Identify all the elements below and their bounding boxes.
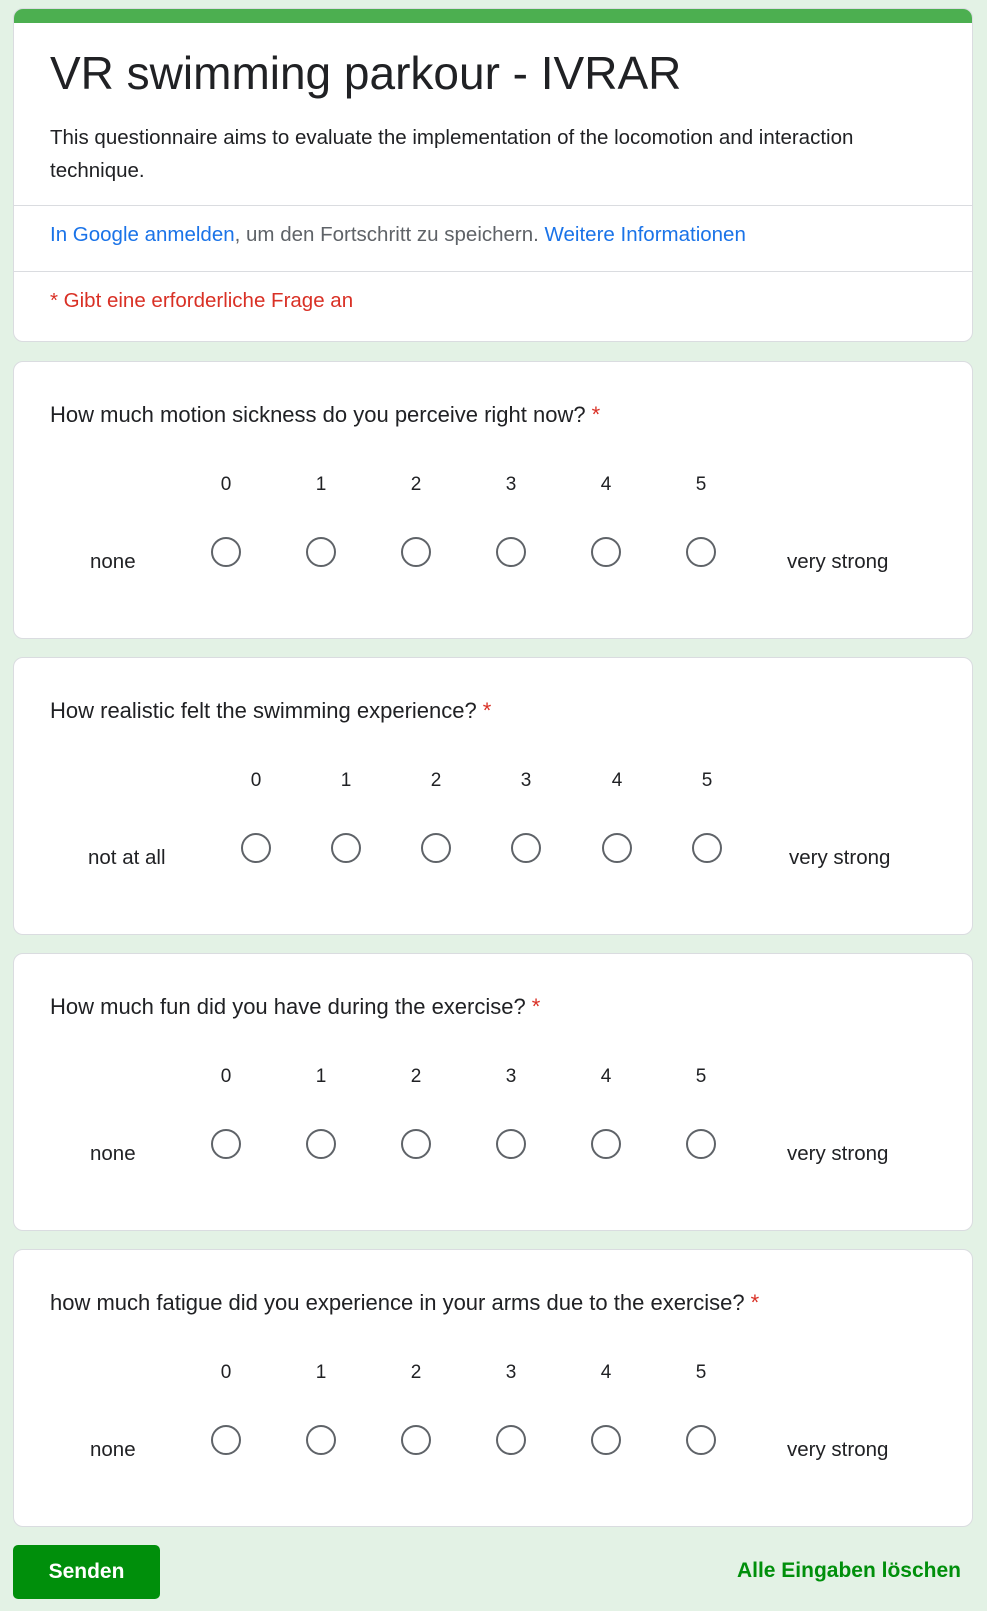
scale-number: 2 [410, 1362, 422, 1383]
scale-number: 4 [600, 1362, 612, 1383]
scale-number: 1 [315, 1066, 327, 1087]
scale-number: 4 [611, 770, 623, 791]
scale-number: 2 [410, 474, 422, 495]
scale-low-label: not at all [88, 846, 166, 869]
radio-option-3[interactable] [496, 1425, 526, 1455]
radio-option-1[interactable] [306, 1129, 336, 1159]
radio-option-0[interactable] [211, 1425, 241, 1455]
question-label: How realistic felt the swimming experience? [50, 698, 477, 723]
more-info-link[interactable]: Weitere Informationen [544, 223, 746, 246]
required-asterisk: * [750, 1290, 760, 1315]
question-card-fatigue [13, 1249, 973, 1527]
scale-number: 1 [340, 770, 352, 791]
radio-option-0[interactable] [241, 833, 271, 863]
scale-number: 3 [520, 770, 532, 791]
radio-option-5[interactable] [686, 1425, 716, 1455]
radio-option-0[interactable] [211, 1129, 241, 1159]
scale-number: 5 [695, 1066, 707, 1087]
question-label: how much fatigue did you experience in your arms due to the exercise? [50, 1290, 745, 1315]
scale-high-label: very strong [789, 846, 891, 869]
form-description: This questionnaire aims to evaluate the implementation of the locomotion and interaction technique. [50, 126, 854, 182]
question-label: How much fun did you have during the exercise? [50, 994, 526, 1019]
submit-button[interactable]: Senden [13, 1545, 160, 1599]
radio-option-1[interactable] [306, 537, 336, 567]
radio-option-2[interactable] [401, 1425, 431, 1455]
required-note: * Gibt eine erforderliche Frage an [50, 289, 354, 312]
radio-option-0[interactable] [211, 537, 241, 567]
required-asterisk: * [591, 402, 601, 427]
radio-option-4[interactable] [591, 1425, 621, 1455]
required-asterisk: * [531, 994, 541, 1019]
question-text [50, 698, 491, 724]
radio-option-1[interactable] [331, 833, 361, 863]
scale-high-label: very strong [787, 1438, 889, 1461]
radio-option-2[interactable] [401, 1129, 431, 1159]
radio-option-5[interactable] [686, 537, 716, 567]
question-text [50, 1290, 759, 1316]
signin-notice [50, 223, 746, 247]
radio-option-2[interactable] [421, 833, 451, 863]
scale-low-label: none [90, 1438, 136, 1461]
form-header-card [13, 8, 973, 342]
scale-number: 5 [695, 1362, 707, 1383]
radio-option-5[interactable] [692, 833, 722, 863]
scale-number: 1 [315, 1362, 327, 1383]
question-card-motion-sickness [13, 361, 973, 639]
divider [14, 205, 972, 206]
question-card-realism [13, 657, 973, 935]
radio-option-5[interactable] [686, 1129, 716, 1159]
scale-number: 1 [315, 474, 327, 495]
scale-low-label: none [90, 550, 136, 573]
question-card-fun [13, 953, 973, 1231]
radio-option-3[interactable] [496, 1129, 526, 1159]
scale-high-label: very strong [787, 1142, 889, 1165]
scale-number: 0 [220, 474, 232, 495]
scale-number: 2 [430, 770, 442, 791]
divider [14, 271, 972, 272]
question-text [50, 994, 540, 1020]
signin-text: , um den Fortschritt zu speichern. [234, 223, 545, 246]
question-label: How much motion sickness do you perceive right now? [50, 402, 586, 427]
clear-form-button[interactable]: Alle Eingaben löschen [736, 1559, 961, 1582]
question-text [50, 402, 600, 428]
scale-high-label: very strong [787, 550, 889, 573]
radio-option-3[interactable] [511, 833, 541, 863]
scale-number: 4 [600, 474, 612, 495]
scale-number: 0 [220, 1362, 232, 1383]
radio-option-3[interactable] [496, 537, 526, 567]
signin-link[interactable]: In Google anmelden [50, 223, 235, 246]
header-accent-bar [14, 9, 972, 23]
scale-number: 2 [410, 1066, 422, 1087]
scale-number: 4 [600, 1066, 612, 1087]
radio-option-1[interactable] [306, 1425, 336, 1455]
required-asterisk: * [482, 698, 492, 723]
scale-number: 0 [220, 1066, 232, 1087]
radio-option-4[interactable] [591, 537, 621, 567]
form-title: VR swimming parkour - IVRAR [50, 47, 682, 99]
radio-option-4[interactable] [591, 1129, 621, 1159]
scale-number: 5 [695, 474, 707, 495]
scale-number: 5 [701, 770, 713, 791]
scale-number: 3 [505, 474, 517, 495]
radio-option-2[interactable] [401, 537, 431, 567]
radio-option-4[interactable] [602, 833, 632, 863]
scale-number: 3 [505, 1066, 517, 1087]
scale-number: 3 [505, 1362, 517, 1383]
scale-low-label: none [90, 1142, 136, 1165]
scale-number: 0 [250, 770, 262, 791]
